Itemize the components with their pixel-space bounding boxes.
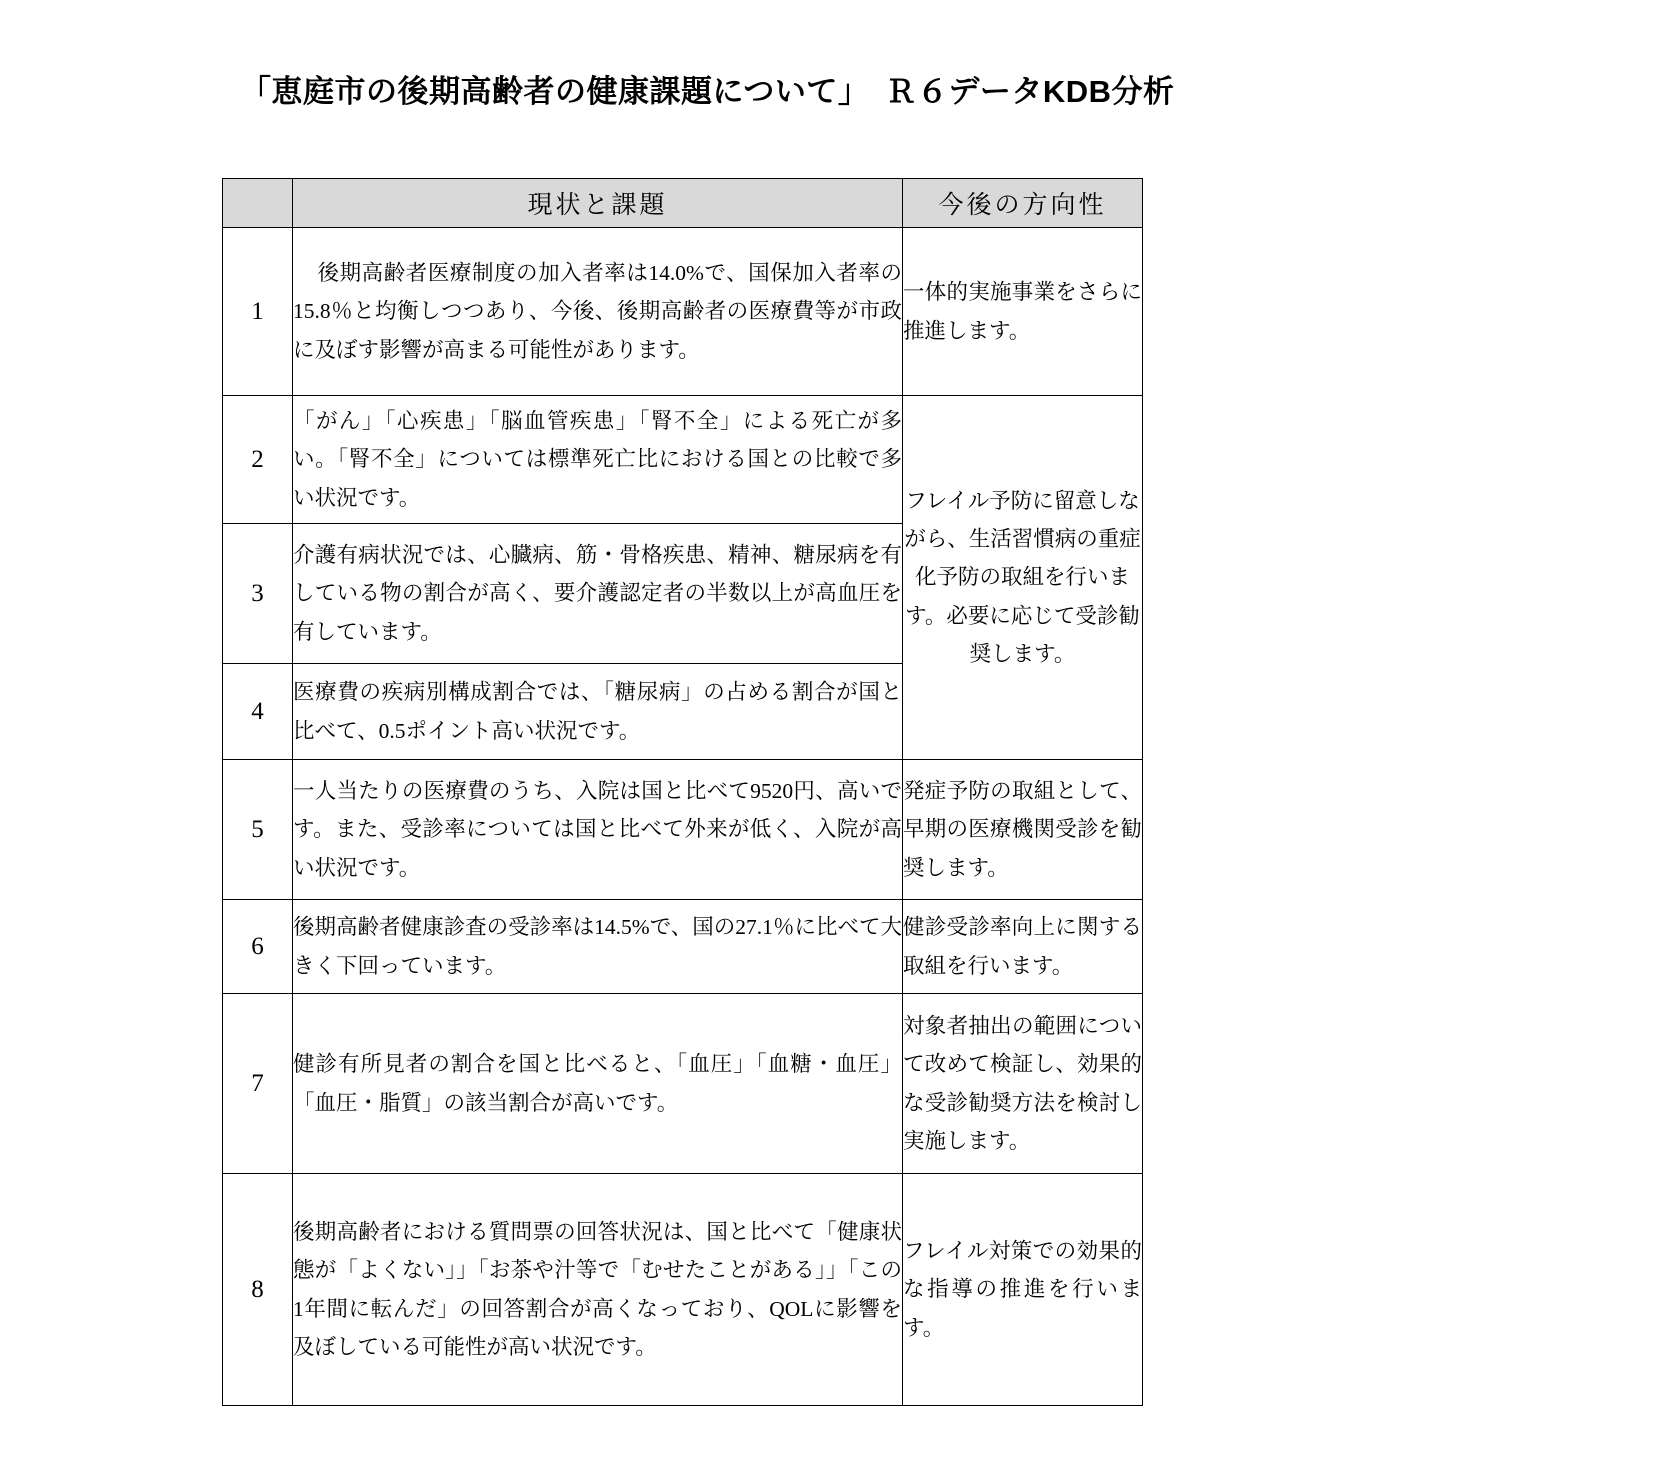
row-current-issue: 後期高齢者における質問票の回答状況は、国と比べて「健康状態が「よくない」」「お茶や汁等で「むせたことがある」」「この1年間に転んだ」の回答割合が高くなっており、QOLに影響を及ぼしている可能性が高い状況です。	[293, 1174, 903, 1406]
row-future-direction: 一体的実施事業をさらに推進します。	[903, 228, 1143, 396]
row-current-issue: 医療費の疾病別構成割合では、「糖尿病」の占める割合が国と比べて、0.5ポイント高い状況です。	[293, 664, 903, 760]
column-header-current-issues: 現状と課題	[293, 179, 903, 228]
health-issues-table	[222, 178, 1143, 1406]
row-current-issue: 健診有所見者の割合を国と比べると、「血圧」「血糖・血圧」「血圧・脂質」の該当割合が高いです。	[293, 994, 903, 1174]
table-row	[223, 1174, 1143, 1406]
row-number: 5	[223, 760, 293, 900]
row-current-issue: 「がん」「心疾患」「脳血管疾患」「腎不全」による死亡が多い。「腎不全」については標準死亡比における国との比較で多い状況です。	[293, 396, 903, 524]
table-row	[223, 396, 1143, 524]
column-header-future-direction: 今後の方向性	[903, 179, 1143, 228]
table-header-row	[223, 179, 1143, 228]
table-row	[223, 228, 1143, 396]
row-future-direction: 発症予防の取組として、早期の医療機関受診を勧奨します。	[903, 760, 1143, 900]
table-row	[223, 760, 1143, 900]
row-number: 6	[223, 900, 293, 994]
row-current-issue: 介護有病状況では、心臓病、筋・骨格疾患、精神、糖尿病を有している物の割合が高く、要介護認定者の半数以上が高血圧を有しています。	[293, 524, 903, 664]
row-number: 3	[223, 524, 293, 664]
row-future-direction: フレイル対策での効果的な指導の推進を行います。	[903, 1174, 1143, 1406]
table-row	[223, 994, 1143, 1174]
row-number: 2	[223, 396, 293, 524]
row-current-issue: 一人当たりの医療費のうち、入院は国と比べて9520円、高いです。また、受診率については国と比べて外来が低く、入院が高い状況です。	[293, 760, 903, 900]
merged-future-direction-2-4: フレイル予防に留意しながら、生活習慣病の重症化予防の取組を行います。必要に応じて受診勧奨します。	[903, 396, 1143, 760]
row-number: 8	[223, 1174, 293, 1406]
row-current-issue	[293, 228, 903, 396]
row-current-issue-text: 後期高齢者医療制度の加入者率は14.0%で、国保加入者率の15.8％と均衡しつつあり、今後、後期高齢者の医療費等が市政に及ぼす影響が高まる可能性があります。	[293, 261, 902, 362]
column-header-number	[223, 179, 293, 228]
row-number: 4	[223, 664, 293, 760]
row-current-issue: 後期高齢者健康診査の受診率は14.5%で、国の27.1％に比べて大きく下回っています。	[293, 900, 903, 994]
row-future-direction: 健診受診率向上に関する取組を行います。	[903, 900, 1143, 994]
page-title: 「恵庭市の後期高齢者の健康課題について」 Ｒ６データKDB分析	[240, 74, 1175, 109]
row-future-direction: 対象者抽出の範囲について改めて検証し、効果的な受診勧奨方法を検討し実施します。	[903, 994, 1143, 1174]
table-row	[223, 900, 1143, 994]
row-number: 7	[223, 994, 293, 1174]
row-number: 1	[223, 228, 293, 396]
